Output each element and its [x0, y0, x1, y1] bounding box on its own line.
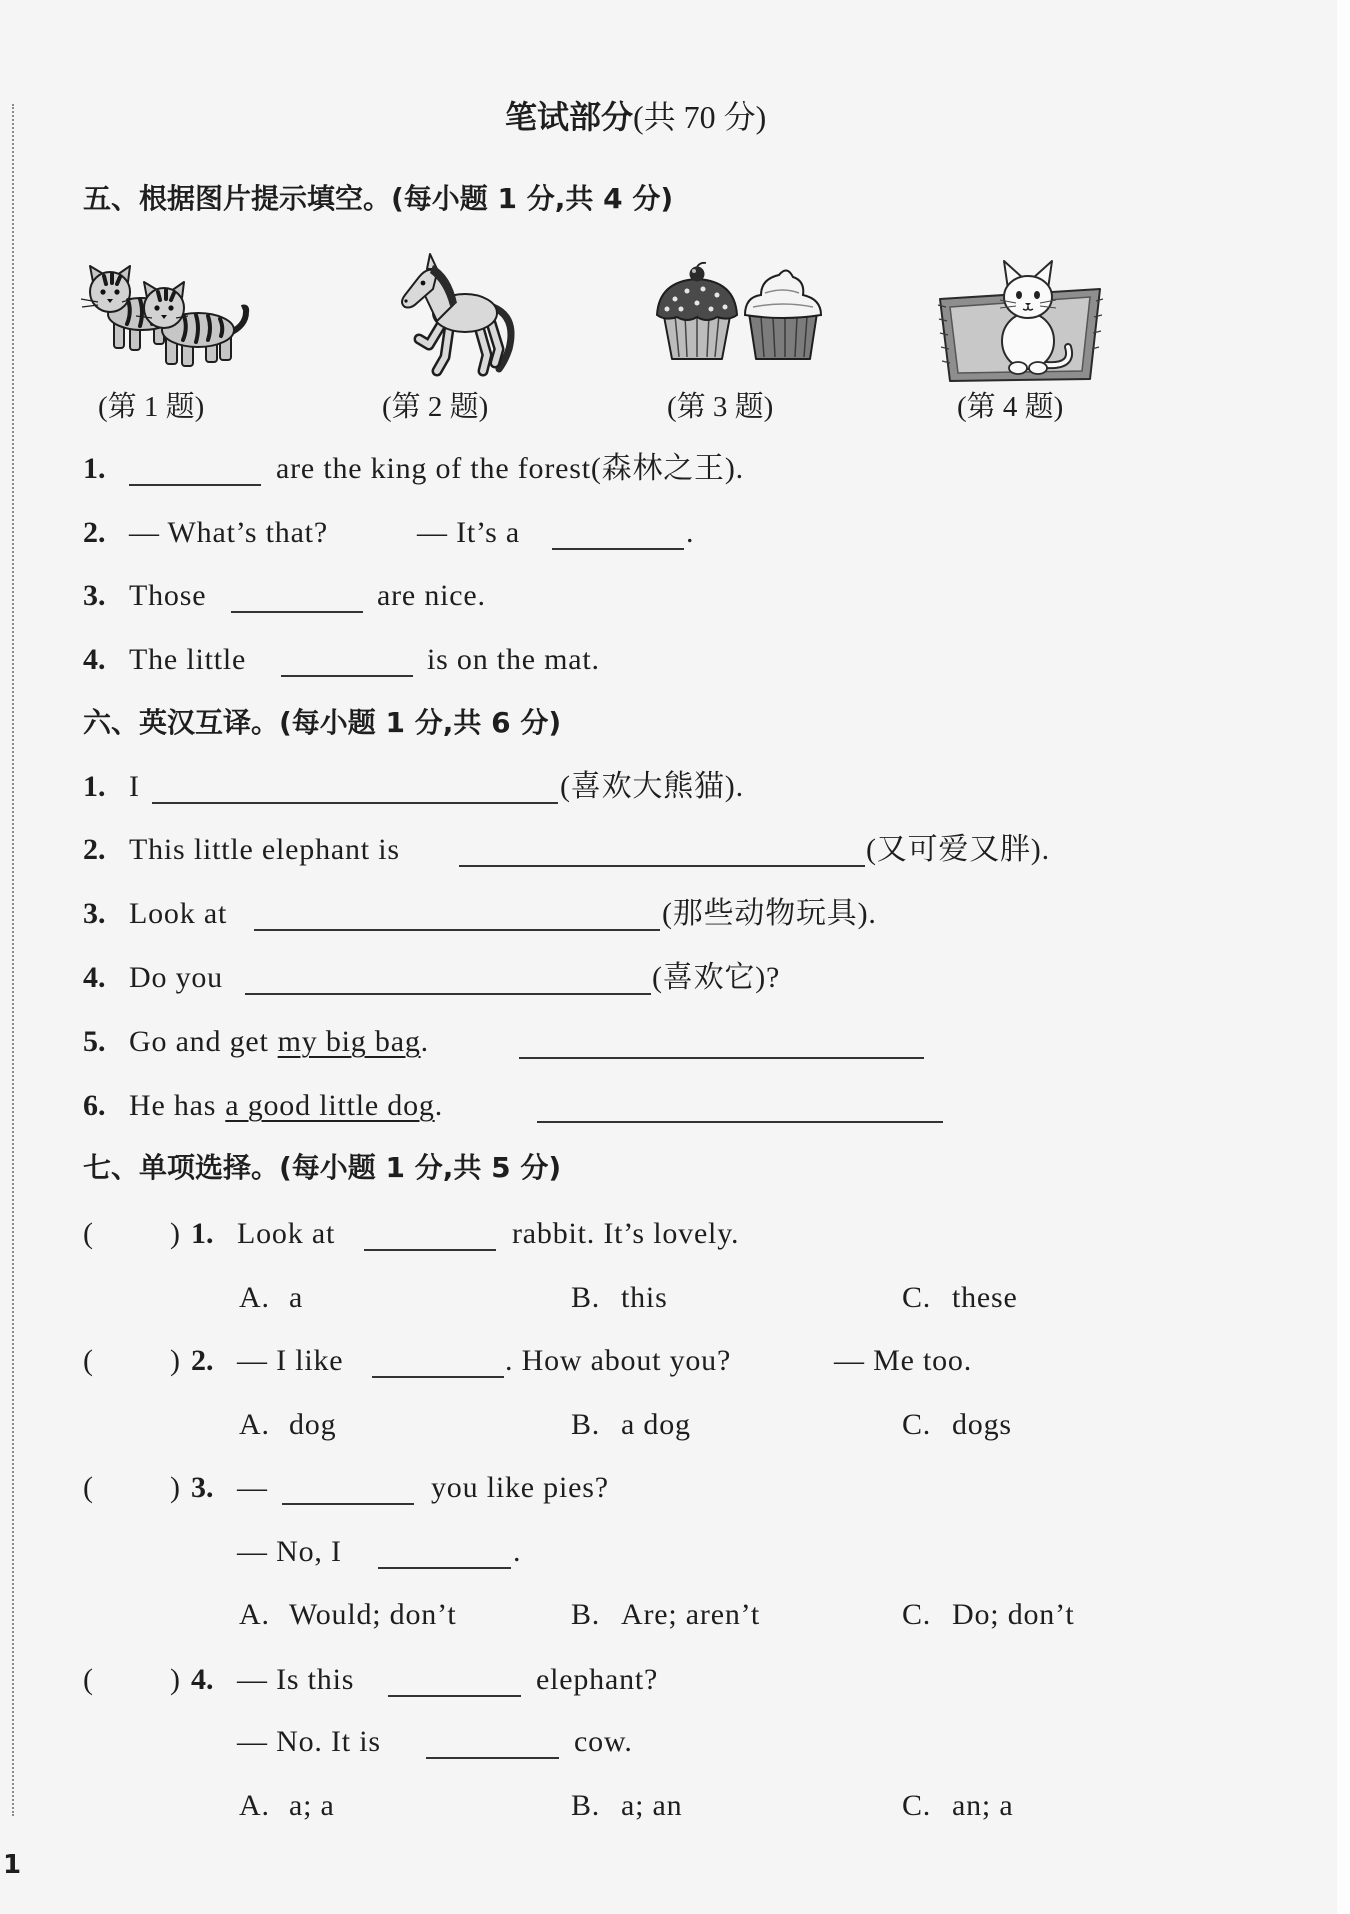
- option-text: an; a: [952, 1789, 1014, 1822]
- underlined-phrase: my big bag: [277, 1025, 421, 1058]
- s6-question-6: [0, 1087, 1350, 1125]
- question-text: — No, I: [237, 1535, 342, 1568]
- option-c: [902, 1596, 1074, 1634]
- tigers-image: [80, 256, 252, 368]
- answer-blank: [519, 1023, 924, 1059]
- question-text: Look at: [237, 1217, 336, 1250]
- option-text: a: [289, 1281, 304, 1314]
- s7-question-3: [0, 1469, 1350, 1507]
- option-text: Are; aren’t: [621, 1598, 761, 1631]
- option-letter: B.: [571, 1598, 601, 1631]
- question-text: .: [513, 1535, 522, 1568]
- sentence-end: .: [434, 1089, 443, 1122]
- question-text: you like pies?: [431, 1471, 609, 1504]
- question-number: 3.: [83, 579, 106, 612]
- option-text: this: [621, 1281, 668, 1314]
- answer-paren-close: ): [170, 1471, 181, 1504]
- option-text: dogs: [952, 1408, 1012, 1441]
- question-text: cow.: [574, 1725, 633, 1758]
- s6-question-3: [0, 895, 1350, 933]
- question-hint: (那些动物玩具).: [662, 897, 877, 930]
- option-c: [902, 1406, 1012, 1444]
- answer-blank: [426, 1723, 559, 1759]
- option-letter: B.: [571, 1789, 601, 1822]
- question-text: This little elephant is: [129, 833, 400, 866]
- option-a: [239, 1279, 303, 1317]
- cat-on-mat-image: [936, 255, 1104, 383]
- question-text: [129, 1023, 429, 1061]
- question-text: are nice.: [377, 579, 486, 612]
- answer-blank: [152, 768, 558, 804]
- underlined-phrase: a good little dog: [225, 1089, 435, 1122]
- answer-paren-open: (: [83, 1217, 94, 1250]
- option-letter: B.: [571, 1408, 601, 1441]
- paper-title: [505, 97, 766, 137]
- option-letter: C.: [902, 1281, 932, 1314]
- section-7-heading: 七、单项选择。(每小题 1 分,共 5 分): [83, 1151, 562, 1184]
- option-letter: B.: [571, 1281, 601, 1314]
- answer-paren-close: ): [170, 1344, 181, 1377]
- s5-question-1: [0, 450, 1350, 488]
- s5-question-3: [0, 577, 1350, 615]
- option-c: [902, 1279, 1018, 1317]
- question-number: 2.: [191, 1344, 214, 1377]
- answer-blank: [537, 1087, 943, 1123]
- option-letter: C.: [902, 1598, 932, 1631]
- answer-paren-close: ): [170, 1663, 181, 1696]
- option-text: a; an: [621, 1789, 683, 1822]
- option-letter: A.: [239, 1598, 270, 1631]
- question-number: 1.: [83, 770, 106, 803]
- answer-blank: [281, 641, 413, 677]
- question-number: 3.: [83, 897, 106, 930]
- answer-paren-close: ): [170, 1217, 181, 1250]
- s6-question-5: [0, 1023, 1350, 1061]
- option-a: [239, 1787, 335, 1825]
- option-b: [571, 1406, 691, 1444]
- question-hint: (喜欢它)?: [652, 961, 781, 994]
- question-number: 4.: [83, 961, 106, 994]
- question-text: — It’s a: [417, 516, 521, 549]
- question-number: 6.: [83, 1089, 106, 1122]
- question-number: 5.: [83, 1025, 106, 1058]
- answer-paren-open: (: [83, 1344, 94, 1377]
- s7-question-3-reply: [0, 1533, 1350, 1571]
- option-letter: A.: [239, 1789, 270, 1822]
- picture-4-caption: (第 4 题): [957, 391, 1064, 423]
- answer-blank: [552, 514, 684, 550]
- option-b: [571, 1596, 760, 1634]
- question-text: — I like: [237, 1344, 344, 1377]
- answer-paren-open: (: [83, 1663, 94, 1696]
- answer-blank: [378, 1533, 511, 1569]
- sentence-end: .: [420, 1025, 429, 1058]
- question-number: 4.: [83, 643, 106, 676]
- question-hint: (又可爱又胖).: [866, 833, 1050, 866]
- sentence-lead: He has: [129, 1089, 217, 1122]
- question-text: elephant?: [536, 1663, 659, 1696]
- s7-question-1-options: [0, 1279, 1350, 1317]
- s7-question-4-reply: [0, 1723, 1350, 1761]
- question-text: — What’s that?: [129, 516, 328, 549]
- option-b: [571, 1279, 668, 1317]
- question-number: 3.: [191, 1471, 214, 1504]
- s7-question-4-options: [0, 1787, 1350, 1825]
- answer-blank: [459, 831, 865, 867]
- option-letter: A.: [239, 1281, 270, 1314]
- s7-question-1: [0, 1215, 1350, 1253]
- question-number: 1.: [191, 1217, 214, 1250]
- question-text: are the king of the forest(森林之王).: [276, 452, 744, 485]
- answer-blank: [129, 450, 261, 486]
- option-text: Would; don’t: [289, 1598, 457, 1631]
- option-letter: C.: [902, 1789, 932, 1822]
- question-text: —: [237, 1471, 268, 1504]
- answer-blank: [245, 959, 651, 995]
- s7-question-2: [0, 1342, 1350, 1380]
- question-number: 2.: [83, 833, 106, 866]
- question-hint: (喜欢大熊猫).: [560, 770, 744, 803]
- question-text: is on the mat.: [427, 643, 600, 676]
- answer-blank: [282, 1469, 414, 1505]
- question-text: [129, 1087, 443, 1125]
- title-score: (共 70 分): [633, 99, 767, 135]
- option-text: a; a: [289, 1789, 335, 1822]
- answer-blank: [254, 895, 660, 931]
- horse-image: [393, 249, 515, 380]
- s5-question-4: [0, 641, 1350, 679]
- question-text: rabbit. It’s lovely.: [512, 1217, 740, 1250]
- question-text: . How about you?: [505, 1344, 732, 1377]
- question-text: Do you: [129, 961, 223, 994]
- answer-paren-open: (: [83, 1471, 94, 1504]
- s7-question-2-options: [0, 1406, 1350, 1444]
- option-text: these: [952, 1281, 1018, 1314]
- question-text: Look at: [129, 897, 228, 930]
- option-letter: A.: [239, 1408, 270, 1441]
- option-text: a dog: [621, 1408, 691, 1441]
- answer-blank: [231, 577, 363, 613]
- question-number: 4.: [191, 1663, 214, 1696]
- option-text: Do; don’t: [952, 1598, 1075, 1631]
- answer-blank: [388, 1661, 521, 1697]
- option-text: dog: [289, 1408, 337, 1441]
- answer-blank: [364, 1215, 496, 1251]
- option-a: [239, 1596, 456, 1634]
- question-reply: — Me too.: [834, 1344, 973, 1377]
- question-text: Those: [129, 579, 207, 612]
- title-main: 笔试部分: [505, 98, 634, 136]
- picture-2-caption: (第 2 题): [382, 391, 489, 423]
- question-text: .: [686, 516, 695, 549]
- question-text: — Is this: [237, 1663, 355, 1696]
- question-text: — No. It is: [237, 1725, 381, 1758]
- cupcakes-image: [653, 261, 823, 362]
- s6-question-1: [0, 768, 1350, 806]
- option-a: [239, 1406, 336, 1444]
- s5-question-2: [0, 514, 1350, 552]
- question-number: 1.: [83, 452, 106, 485]
- picture-3-caption: (第 3 题): [667, 391, 774, 423]
- option-letter: C.: [902, 1408, 932, 1441]
- option-c: [902, 1787, 1013, 1825]
- s7-question-4: [0, 1661, 1350, 1699]
- question-text: The little: [129, 643, 247, 676]
- section-6-heading: 六、英汉互译。(每小题 1 分,共 6 分): [83, 706, 562, 739]
- s7-question-3-options: [0, 1596, 1350, 1634]
- section-5-heading: 五、根据图片提示填空。(每小题 1 分,共 4 分): [83, 182, 674, 215]
- question-number: 2.: [83, 516, 106, 549]
- page-number: 1: [3, 1850, 22, 1880]
- s6-question-4: [0, 959, 1350, 997]
- question-text: I: [129, 770, 140, 803]
- picture-1-caption: (第 1 题): [98, 391, 205, 423]
- s6-question-2: [0, 831, 1350, 869]
- sentence-lead: Go and get: [129, 1025, 269, 1058]
- answer-blank: [372, 1342, 504, 1378]
- option-b: [571, 1787, 682, 1825]
